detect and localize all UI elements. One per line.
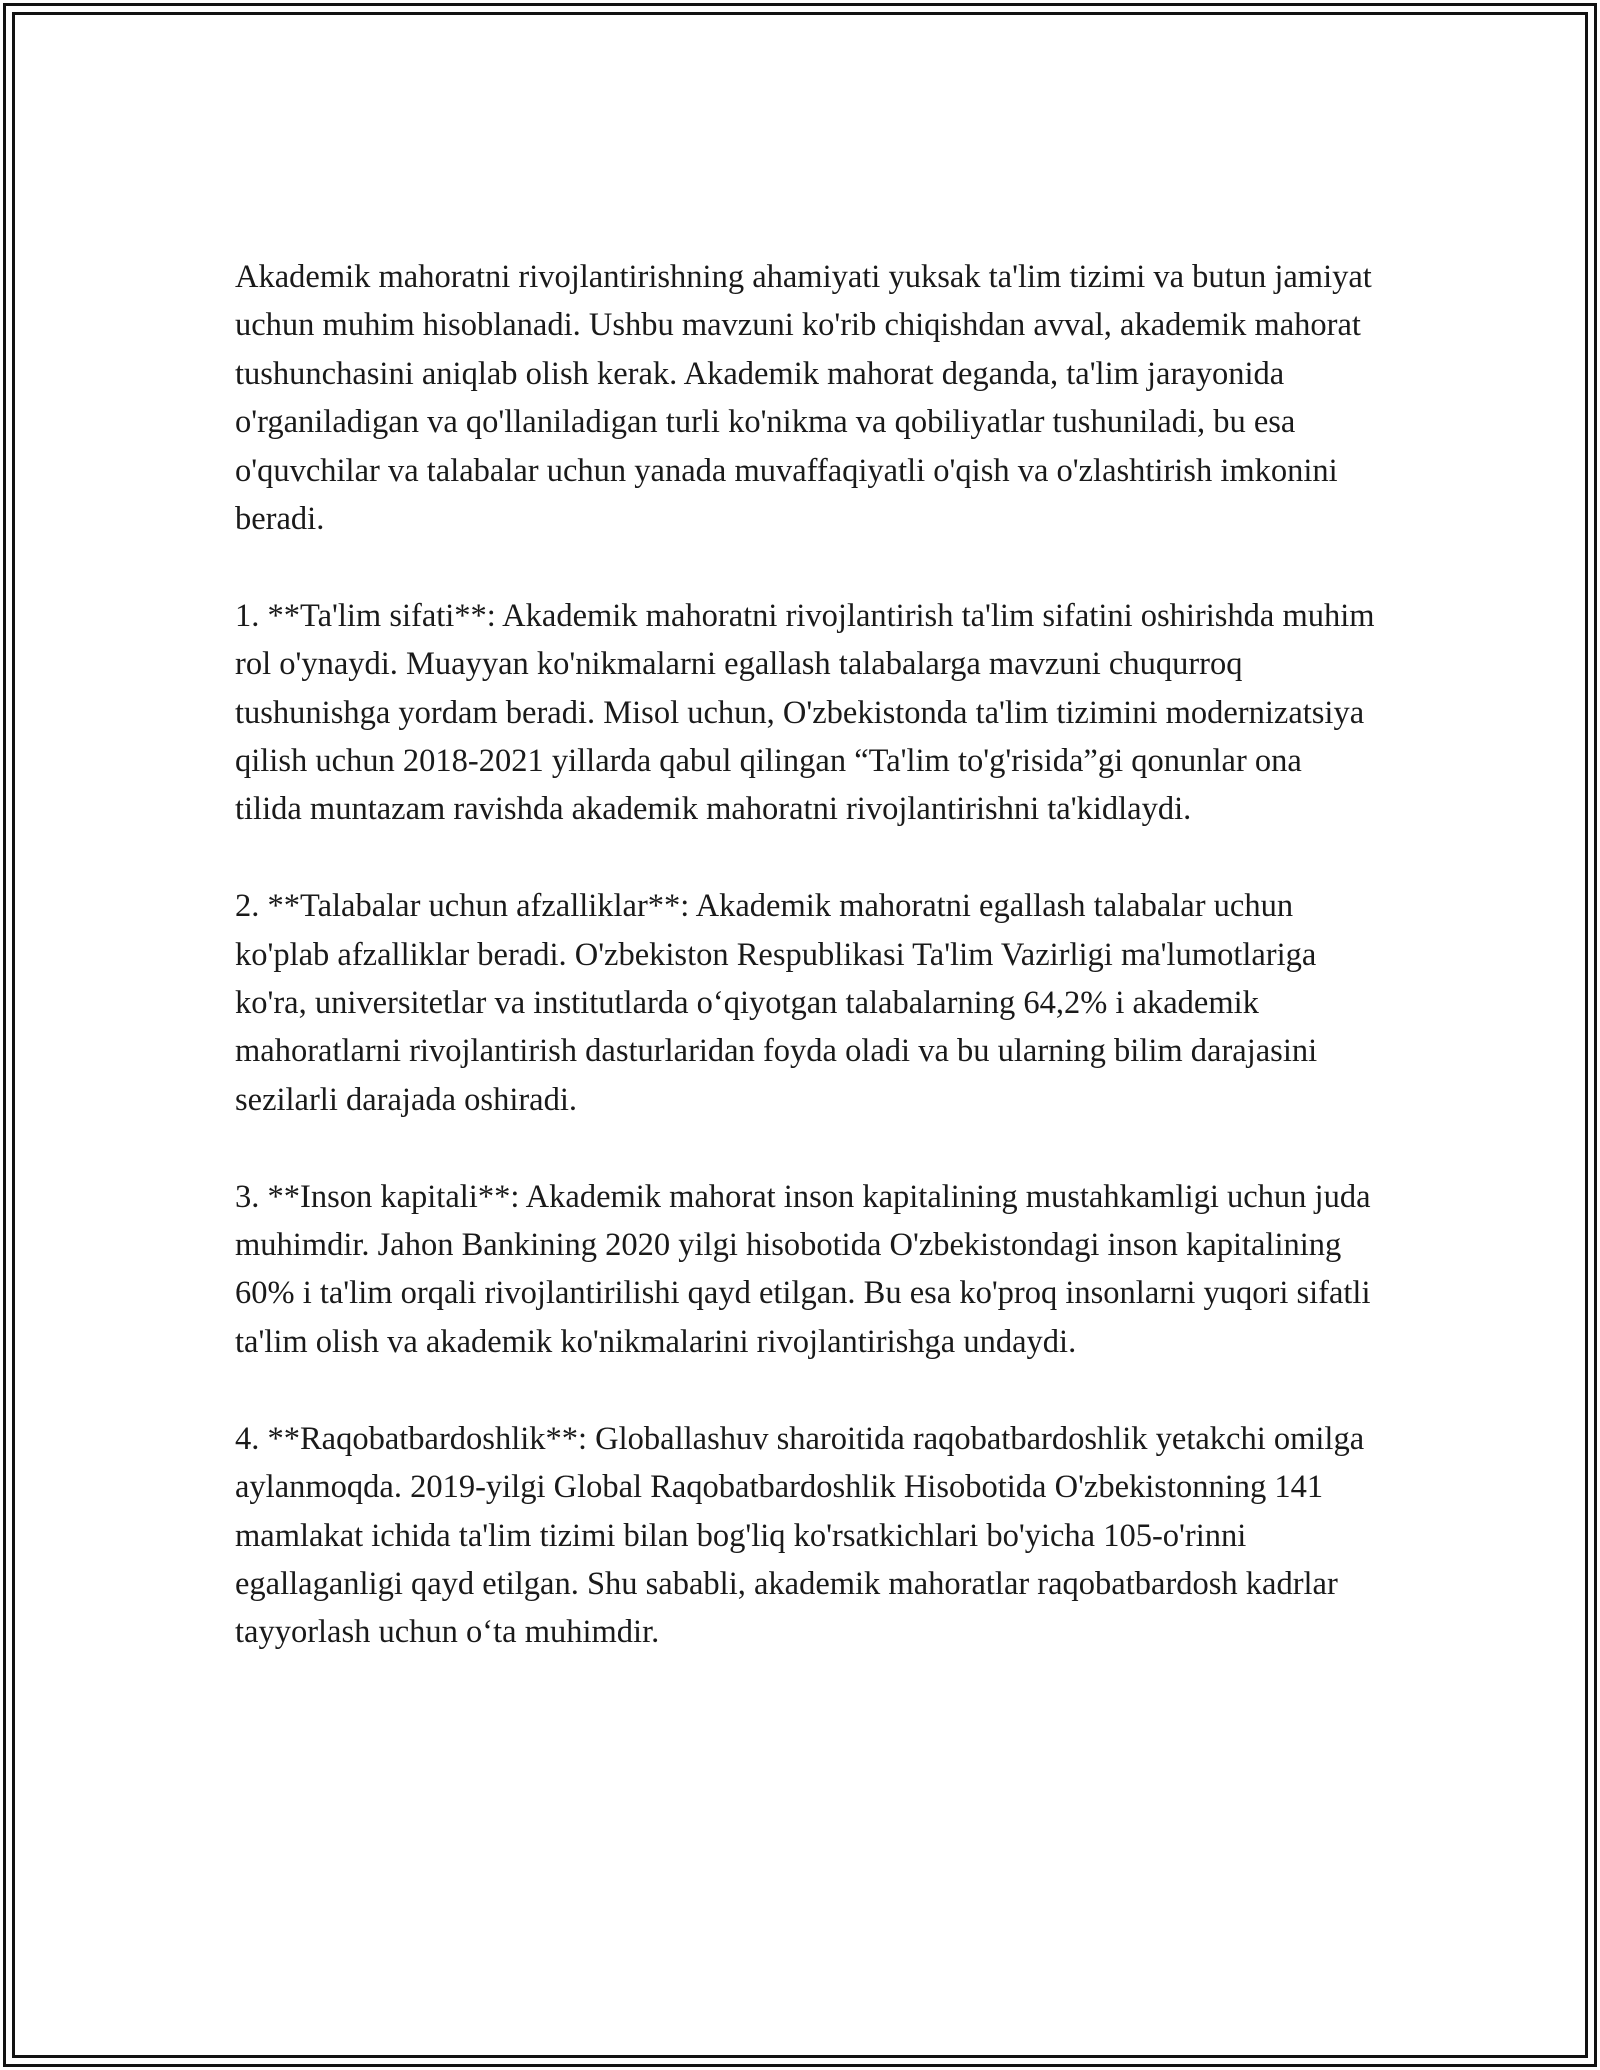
point-3-paragraph: 3. **Inson kapitali**: Akademik mahorat inson kapitalining mustahkamligi uchun juda muhimdir. Jahon Bankining 2020 yilgi hisobotida O'zbekistondagi inson kapitalining 60% i ta'lim orqali rivojlantirilishi qayd etilgan. Bu esa ko'proq insonlarni yuqori sifatli ta'lim olish va akademik ko'nikmalarini rivojlantirishga undaydi. (235, 1178, 1371, 1360)
point-1-paragraph: 1. **Ta'lim sifati**: Akademik mahoratni rivojlantirish ta'lim sifatini oshirishda muhim rol o'ynaydi. Muayyan ko'nikmalarni egallash talabalarga mavzuni chuqurroq tushunishga yordam beradi. Misol uchun, O'zbekistonda ta'lim tizimini modernizatsiya qilish uchun 2018-2021 yillarda qabul qilingan “Ta'lim to'g'risida”gi qonunlar ona tilida muntazam ravishda akademik mahoratni rivojlantirishni ta'kidlaydi. (235, 597, 1375, 828)
intro-paragraph: Akademik mahoratni rivojlantirishning ahamiyati yuksak ta'lim tizimi va butun jamiyat uchun muhim hisoblanadi. Ushbu mavzuni ko'rib chiqishdan avval, akademik mahorat tushunchasini aniqlab olish kerak. Akademik mahorat deganda, ta'lim jarayonida o'rganiladigan va qo'llaniladigan turli ko'nikma va qobiliyatlar tushuniladi, bu esa o'quvchilar va talabalar uchun yanada muvaffaqiyatli o'qish va o'zlashtirish imkonini beradi. (235, 259, 1372, 538)
point-4-paragraph: 4. **Raqobatbardoshlik**: Globallashuv sharoitida raqobatbardoshlik yetakchi omilga aylanmoqda. 2019-yilgi Global Raqobatbardoshlik Hisobotida O'zbekistonning 141 mamlakat ichida ta'lim tizimi bilan bog'liq ko'rsatkichlari bo'yicha 105-o'rinni egallaganligi qayd etilgan. Shu sababli, akademik mahoratlar raqobatbardosh kadrlar tayyorlash uchun o‘ta muhimdir. (235, 1420, 1365, 1651)
document-body (235, 253, 1375, 1657)
point-2-paragraph: 2. **Talabalar uchun afzalliklar**: Akademik mahoratni egallash talabalar uchun ko'plab afzalliklar beradi. O'zbekiston Respublikasi Ta'lim Vazirligi ma'lumotlariga ko'ra, universitetlar va institutlarda o‘qiyotgan talabalarning 64,2% i akademik mahoratlarni rivojlantirish dasturlaridan foyda oladi va bu ularning bilim darajasini sezilarli darajada oshiradi. (235, 888, 1318, 1118)
